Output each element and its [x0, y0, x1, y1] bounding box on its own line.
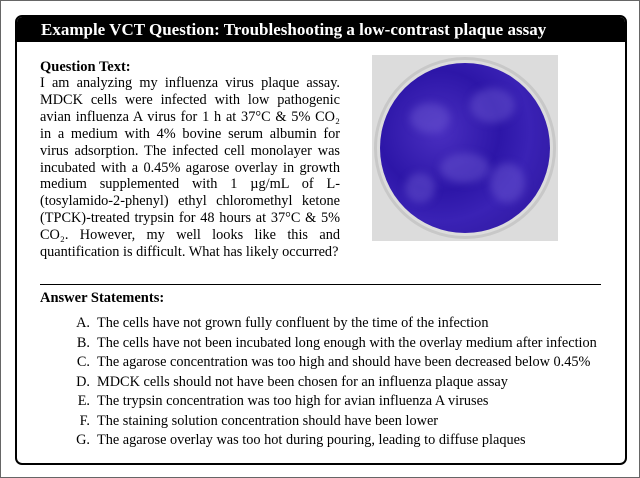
answers-label: Answer Statements: — [40, 290, 165, 306]
answer-item — [62, 431, 597, 451]
answer-list — [62, 314, 597, 451]
answer-letter: F. — [79, 412, 90, 429]
answer-letter: A. — [76, 315, 90, 331]
answer-text: The cells have not been incubated long enough with the overlay medium after infection — [97, 334, 597, 351]
answer-text: The trypsin concentration was too high for avian influenza A viruses — [97, 393, 489, 409]
question-label: Question Text: — [40, 59, 131, 75]
section-divider — [40, 284, 601, 285]
answer-text: The cells have not grown fully confluent by the time of the infection — [97, 315, 489, 331]
stained-monolayer — [380, 63, 550, 233]
answer-letter: G. — [76, 432, 90, 448]
answer-item — [62, 314, 597, 334]
answer-letter: D. — [76, 373, 90, 390]
question-text: I am analyzing my influenza virus plaque assay. MDCK cells were infected with low pathogenic avian influenza A virus for 1 h at 37°C & 5% CO₂ in a medium with 4% bovine serum albumin for virus adsorption. The infected cell monolayer was incubated with a 0.45% agarose overlay in growth medium supplemented with 1 µg/mL of L-(tosylamido-2-phenyl) ethyl chloromethyl ketone (TPCK)-treated trypsin for 48 hours at 37°C & 5% CO₂. However, my well looks like this and quantification is difficult. What has likely occurred? — [40, 75, 340, 261]
answer-item — [62, 412, 597, 432]
question-card — [15, 15, 627, 465]
answer-letter: C. — [76, 354, 90, 370]
answer-item — [62, 353, 597, 373]
answer-letter: B. — [76, 334, 90, 351]
card-title: Example VCT Question: Troubleshooting a low-contrast plaque assay — [17, 17, 625, 42]
answer-text: The agarose overlay was too hot during pouring, leading to diffuse plaques — [97, 432, 526, 448]
answer-text: The staining solution concentration should have been lower — [97, 412, 439, 429]
answer-item — [62, 373, 597, 393]
answer-text: MDCK cells should not have been chosen for an influenza plaque assay — [97, 373, 508, 390]
answer-letter: E. — [77, 393, 90, 409]
plaque-assay-well-image — [372, 55, 558, 241]
answer-text: The agarose concentration was too high and should have been decreased below 0.45% — [97, 354, 591, 370]
answer-item — [62, 334, 597, 354]
answer-item — [62, 392, 597, 412]
